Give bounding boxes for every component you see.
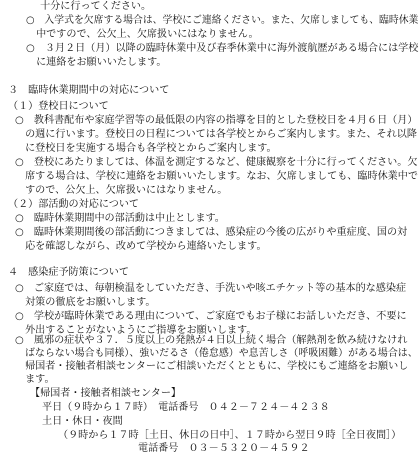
text-line-17: 応を確認しながら、改めて学校から連絡いたします。 — [15, 241, 267, 252]
text-line-26: ます。 — [15, 374, 55, 385]
text-line-20: 対策の徹底をお願いします。 — [15, 297, 156, 308]
contact-weekend-label: 土日・休日・夜間 — [42, 416, 123, 427]
text-line-4: ○ ３月２日（月）以降の臨時休業中及び春季休業中に海外渡航歴がある場合には学校 — [26, 43, 419, 54]
text-line-2: ○ 入学式を欠席する場合は、学校にご連絡ください。また、欠席しましても、臨時休業 — [26, 15, 419, 26]
contact-weekend-hours: （９時から１７時［土日、休日の日中］、１７時から翌日９時［全日夜間］） — [58, 430, 402, 441]
subsection-heading-2: （２）部活動の対応について — [8, 199, 140, 210]
text-line-12: 席する場合は、学校に連絡をお願いいたします。なお、欠席しましても、臨時休業中で — [15, 171, 418, 182]
text-line-22: 外出することがないようにご指導をお願いします。 — [15, 325, 257, 336]
section-heading-4: ４ 感染症予防策について — [8, 267, 129, 278]
text-line-24: ばならない場合も同様）、強いだるさ（倦怠感）や息苦しさ（呼吸困難）がある場合は、 — [15, 348, 418, 359]
text-line-13: すので、公欠上、欠席扱いにはなりません。 — [15, 185, 228, 196]
text-line-19: ○ ご家庭では、毎朝検温をしていただき、手洗いや咳エチケット等の基本的な感染症 — [15, 283, 407, 294]
text-line-5: に連絡をお願いいたします。 — [26, 57, 167, 68]
contact-weekend-phone: 電話番号 ０３－５３２０－４５９２ — [138, 443, 310, 454]
text-line-8: ○ 教科書配布や家庭学習等の最低限の内容の指導を目的とした登校日を４月６日（月） — [15, 115, 418, 126]
subsection-heading-1: （１）登校日について — [8, 101, 109, 112]
text-line-3: 中ですので、公欠上、欠席扱いにはなりません。 — [26, 29, 259, 40]
text-line-21: ○ 学校が臨時休業である理由について、ご家庭でもお子様にお話しいただき、不要に — [15, 311, 407, 322]
text-line-11: ○ 登校にあたりましては、体温を測定するなど、健康観察を十分に行ってください。欠 — [15, 157, 418, 168]
contact-heading: 【帰国者・接触者相談センター】 — [30, 388, 182, 399]
text-line-15: ○ 臨時休業期間中の部活動は中止とします。 — [15, 213, 225, 224]
text-line-23: ○ 風邪の症状や３７．５度以上の発熱が４日以上続く場合（解熱剤を飲み続けなけれ — [15, 335, 408, 346]
text-line-1: 十分に行ってください。 — [30, 1, 152, 12]
text-line-16: ○ 臨時休業期間後の部活動につきましては、感染症の今後の広がりや重症度、国の対 — [15, 227, 408, 238]
text-line-10: に登校日を実施する場合も各学校とからご案内します。 — [15, 143, 277, 154]
text-line-9: の週に行います。登校日の日程については各学校とからご案内します。また、それ以降 — [15, 129, 417, 140]
contact-weekday: 平日（９時から１７時） 電話番号 ０４２－７２４－４２３８ — [42, 402, 330, 413]
section-heading-3: ３ 臨時休業期間中の対応について — [8, 85, 170, 96]
text-line-25: 帰国者・接触者相談センターにご相談いただくとともに、学校にもご連絡をお願いし — [15, 361, 409, 372]
